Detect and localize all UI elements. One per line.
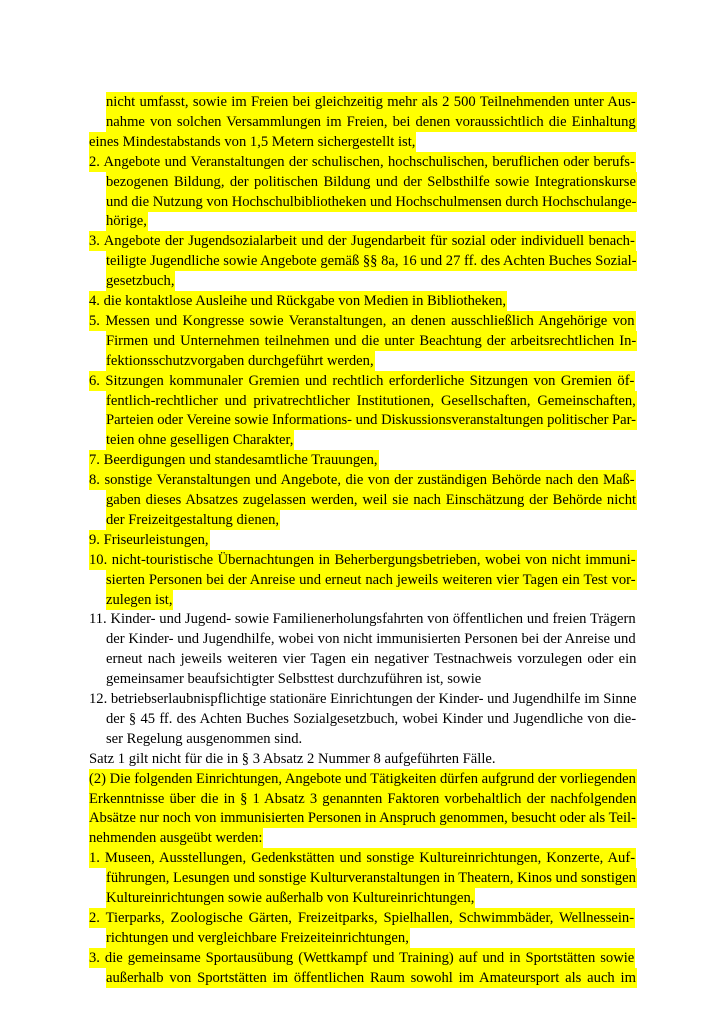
- text-line: 12. betriebserlaubnispflichtige stationäre Einrichtungen der Kinder- und Jugendhilfe im Sinne: [89, 691, 637, 707]
- text-line: 10. nicht-touristische Übernachtungen in Beherbergungsbetrieben, wobei von nicht immuni-: [89, 552, 636, 568]
- text-line: sierten Personen bei der Anreise und erneut nach jeweils weiteren vier Tagen ein Test vor-: [106, 572, 636, 588]
- text-line: 3. die gemeinsame Sportausübung (Wettkampf und Training) auf und in Sportstätten sowie: [89, 950, 635, 966]
- text-line: 3. Angebote der Jugendsozialarbeit und der Jugendarbeit für sozial oder individuell benach-: [89, 233, 635, 249]
- text-line: Parteien oder Vereine sowie Informations- und Diskussionsveranstaltungen politischer Par-: [106, 412, 636, 428]
- text-line: teien ohne geselligen Charakter,: [106, 432, 294, 448]
- text-line: der Kinder- und Jugendhilfe, wobei von nicht immunisierten Personen bei der Anreise und: [106, 631, 636, 647]
- text-line: Absätze nur noch von immunisierten Personen in Anspruch genommen, besucht oder als Teil-: [89, 810, 636, 826]
- text-line: 4. die kontaktlose Ausleihe und Rückgabe von Medien in Bibliotheken,: [89, 293, 507, 309]
- text-line: zulegen ist,: [106, 592, 173, 608]
- text-line: 6. Sitzungen kommunaler Gremien und rechtlich erforderliche Sitzungen von Gremien öf-: [89, 373, 635, 389]
- text-line: führungen, Lesungen und sonstige Kulturveranstaltungen in Theatern, Kinos und sonstigen: [106, 870, 636, 886]
- text-line: eines Mindestabstands von 1,5 Metern sichergestellt ist,: [89, 134, 416, 150]
- text-line: Erkenntnisse über die in § 1 Absatz 3 genannten Faktoren vorbehaltlich der nachfolgenden: [89, 791, 637, 807]
- text-line: ser Regelung ausgenommen sind.: [106, 731, 303, 747]
- text-line: 1. Museen, Ausstellungen, Gedenkstätten und sonstige Kultureinrichtungen, Konzerte, Auf-: [89, 850, 636, 866]
- text-line: nehmenden ausgeübt werden:: [89, 830, 263, 846]
- text-line: (2) Die folgenden Einrichtungen, Angebote und Tätigkeiten dürfen aufgrund der vorliegenden: [89, 771, 636, 787]
- text-line: nahme von solchen Versammlungen im Freien, bei denen voraussichtlich die Einhaltung: [106, 114, 636, 130]
- text-line: hörige,: [106, 213, 147, 229]
- text-line: richtungen und vergleichbare Freizeiteinrichtungen,: [106, 930, 409, 946]
- text-line: 5. Messen und Kongresse sowie Veranstaltungen, an denen ausschließlich Angehörige von: [89, 313, 635, 329]
- text-line: 2. Angebote und Veranstaltungen der schulischen, hochschulischen, beruflichen oder berufs-: [89, 154, 635, 170]
- text-line: der Freizeitgestaltung dienen,: [106, 512, 280, 528]
- text-line: Satz 1 gilt nicht für die in § 3 Absatz 2 Nummer 8 aufgeführten Fälle.: [89, 751, 496, 767]
- text-line: 9. Friseurleistungen,: [89, 532, 209, 548]
- text-line: gemeinsamer beaufsichtigter Selbsttest durchzuführen ist, sowie: [106, 671, 482, 687]
- text-line: nicht umfasst, sowie im Freien bei gleichzeitig mehr als 2 500 Teilnehmenden unter Aus-: [106, 94, 636, 110]
- text-line: 7. Beerdigungen und standesamtliche Trauungen,: [89, 452, 378, 468]
- text-line: und die Nutzung von Hochschulbibliotheken und Hochschulmensen durch Hochschulange-: [106, 194, 637, 210]
- text-line: bezogenen Bildung, der politischen Bildung und der Selbsthilfe sowie Integrationskurse: [106, 174, 636, 190]
- text-line: 2. Tierparks, Zoologische Gärten, Freizeitparks, Spielhallen, Schwimmbäder, Wellnessein-: [89, 910, 635, 926]
- text-line: außerhalb von Sportstätten im öffentlichen Raum sowohl im Amateursport als auch im: [106, 970, 636, 986]
- text-line: 11. Kinder- und Jugend- sowie Familienerholungsfahrten von öffentlichen und freien Trägern: [89, 611, 636, 627]
- text-line: 8. sonstige Veranstaltungen und Angebote, die von der zuständigen Behörde nach den Maß-: [89, 472, 635, 488]
- text-line: gesetzbuch,: [106, 273, 175, 289]
- text-line: gaben dieses Absatzes zugelassen werden, weil sie nach Einschätzung der Behörde nicht: [106, 492, 637, 508]
- text-line: erneut nach jeweils weiteren vier Tagen ein negativer Testnachweis vorzulegen oder ein: [106, 651, 637, 667]
- text-line: fentlich-rechtlicher und privatrechtlicher Institutionen, Gesellschaften, Gemeinschaften,: [106, 393, 636, 409]
- text-line: fektionsschutzvorgaben durchgeführt werden,: [106, 353, 374, 369]
- text-line: Firmen und Unternehmen teilnehmen und die unter Beachtung der arbeitsrechtlichen In-: [106, 333, 637, 349]
- text-line: teiligte Jugendliche sowie Angebote gemäß §§ 8a, 16 und 27 ff. des Achten Buches Sozial-: [106, 253, 637, 269]
- text-line: der § 45 ff. des Achten Buches Sozialgesetzbuch, wobei Kinder und Jugendliche von die-: [106, 711, 637, 727]
- text-line: Kultureinrichtungen sowie außerhalb von Kultureinrichtungen,: [106, 890, 475, 906]
